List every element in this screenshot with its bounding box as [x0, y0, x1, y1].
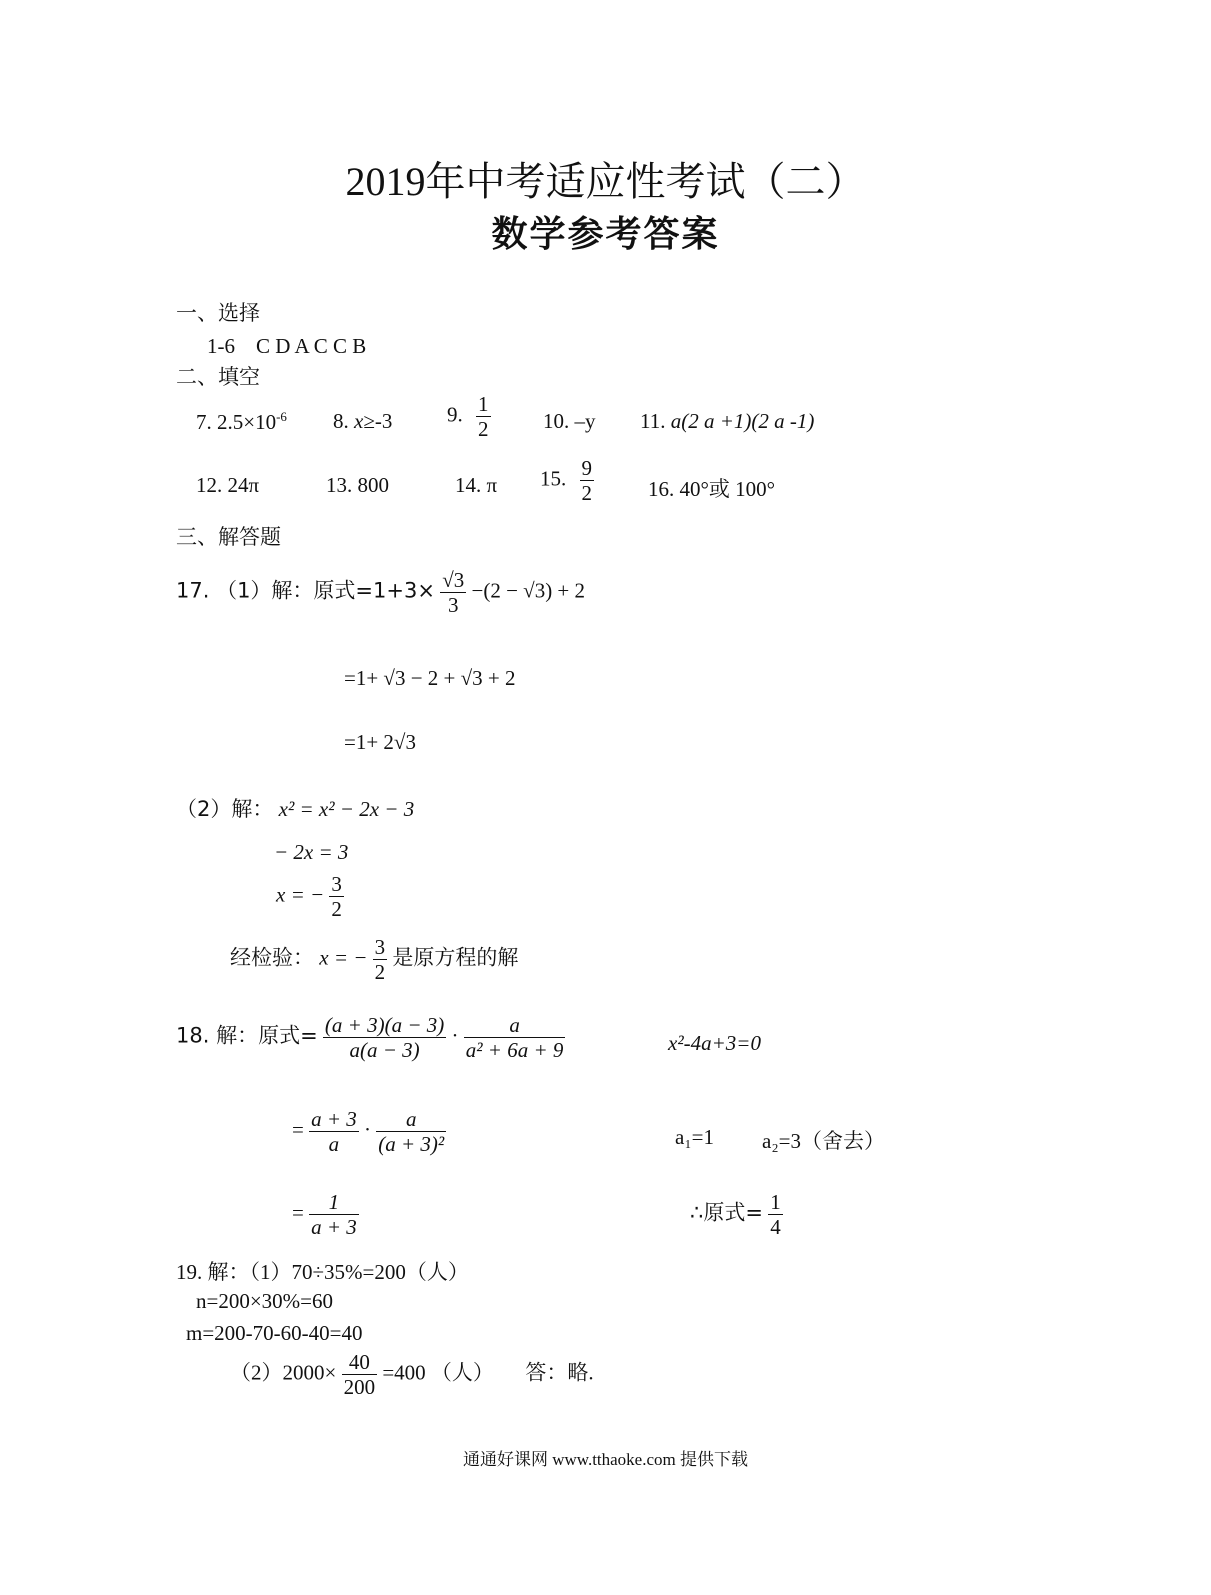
fraction-denominator: 4 — [770, 1215, 781, 1240]
q18-line1 — [176, 1013, 565, 1062]
fraction-numerator: √3 — [442, 568, 465, 592]
page-subtitle: 数学参考答案 — [491, 214, 720, 254]
page-footer: 通通好课网 www.tthaoke.com 提供下载 — [462, 1450, 749, 1469]
answer-9-number: 9. — [447, 402, 463, 427]
answer-10: 10. –y — [543, 409, 596, 433]
fraction-denominator: 200 — [343, 1375, 376, 1400]
q18-root2: a₂=3（舍去） — [762, 1129, 885, 1153]
q19-line4-pre: （2）2000× — [230, 1360, 337, 1385]
answer-13: 13. 800 — [326, 473, 389, 497]
fraction-numerator: 1 — [328, 1190, 340, 1214]
result-label: ∴原式= — [690, 1200, 763, 1225]
fraction-denominator: 3 — [440, 592, 466, 617]
multiply-dot: · — [364, 1117, 372, 1142]
q19-line4-post: =400 （人） 答：略. — [382, 1360, 594, 1385]
answer-9 — [447, 392, 491, 441]
answer-8 — [333, 409, 392, 434]
answer-8-var: x — [354, 409, 364, 433]
q18-fraction1 — [323, 1013, 446, 1062]
answer-15-fraction — [580, 456, 595, 505]
q17-part2-fraction — [329, 872, 344, 921]
answer-11-expression: a(2 a +1)(2 a -1) — [670, 409, 815, 433]
q18-line2 — [292, 1107, 446, 1156]
fraction-denominator: a + 3 — [311, 1215, 357, 1240]
equals-sign: = — [292, 1117, 304, 1142]
q19-line1: 19. 解：（1）70÷35%=200（人） — [176, 1260, 469, 1284]
q17-part2-line3 — [276, 872, 344, 921]
answer-15-number: 15. — [540, 466, 567, 491]
fraction-numerator: 3 — [331, 872, 342, 896]
answer-14: 14. π — [455, 473, 498, 497]
answer-7 — [196, 409, 287, 435]
q17-part2-lhs: x = − — [276, 882, 325, 907]
q19-line2: n=200×30%=60 — [196, 1289, 334, 1313]
answer-16: 16. 40°或 100° — [648, 477, 776, 501]
answer-7-base: 7. 2.5×10 — [196, 410, 277, 434]
section-heading-fill: 二、填空 — [176, 365, 260, 389]
fraction-denominator: a(a − 3) — [323, 1037, 446, 1062]
q17-label: 17. （1）解：原式=1+3× — [176, 578, 435, 603]
q17-part2-label: （2）解： — [176, 797, 274, 821]
check-fraction — [373, 935, 388, 984]
fraction-numerator: 9 — [581, 456, 592, 480]
q18-label: 18. 解：原式= — [176, 1023, 318, 1048]
answer-11-number: 11. — [640, 409, 666, 433]
result-fraction — [768, 1190, 783, 1239]
section-heading-choice: 一、选择 — [176, 301, 260, 325]
q18-result — [690, 1190, 783, 1239]
page-title: 2019年中考适应性考试（二） — [345, 159, 866, 204]
q17-check — [230, 935, 518, 984]
choice-answers: 1-6 C D A C C B — [207, 334, 367, 358]
fraction-numerator: (a + 3)(a − 3) — [324, 1013, 445, 1037]
answer-7-exponent: -6 — [276, 409, 287, 424]
fraction-numerator: a — [509, 1013, 520, 1037]
answer-9-fraction — [476, 392, 491, 441]
q19-line3: m=200-70-60-40=40 — [186, 1321, 363, 1345]
fraction-numerator: 1 — [478, 392, 489, 416]
fraction-numerator: a + 3 — [311, 1107, 357, 1131]
q18-fraction2 — [464, 1013, 566, 1062]
q17-rest: −(2 − √3) + 2 — [471, 578, 586, 603]
fraction-denominator: 2 — [581, 481, 592, 506]
fraction-denominator: a — [309, 1131, 359, 1156]
fraction-denominator: a² + 6a + 9 — [465, 1038, 564, 1063]
answer-11 — [640, 409, 814, 434]
q17-fraction — [440, 568, 466, 617]
q18-fraction5 — [309, 1190, 359, 1239]
answer-8-rest: ≥-3 — [363, 409, 393, 433]
q18-line3 — [292, 1190, 359, 1239]
q18-fraction3 — [309, 1107, 359, 1156]
answer-12: 12. 24π — [196, 473, 260, 497]
q18-side-eq: x²-4a+3=0 — [668, 1031, 761, 1055]
fraction-numerator: 3 — [374, 935, 386, 959]
q17-part1-line2: =1+ √3 − 2 + √3 + 2 — [344, 666, 516, 690]
q17-part1-line1 — [176, 568, 585, 617]
fraction-denominator: 2 — [374, 960, 386, 985]
answer-8-number: 8. — [333, 409, 349, 433]
q19-line4 — [230, 1350, 594, 1399]
fraction-denominator: (a + 3)² — [378, 1132, 445, 1157]
check-tail: 是原方程的解 — [392, 945, 519, 970]
answer-15 — [540, 456, 594, 505]
q19-fraction — [342, 1350, 378, 1399]
fraction-numerator: 40 — [348, 1350, 370, 1374]
fraction-numerator: 1 — [770, 1190, 781, 1214]
q17-part1-line3: =1+ 2√3 — [344, 730, 416, 754]
q18-root1: a₁=1 — [675, 1125, 714, 1149]
q17-part2-line1 — [176, 793, 414, 823]
q17-part2-eq1: x² = x² − 2x − 3 — [278, 797, 415, 821]
fraction-denominator: 2 — [331, 897, 342, 922]
check-lhs: x = − — [319, 945, 368, 970]
multiply-dot: · — [451, 1023, 459, 1048]
fraction-numerator: a — [405, 1107, 417, 1131]
fraction-denominator: 2 — [478, 417, 489, 442]
q17-part2-line2: − 2x = 3 — [274, 840, 349, 864]
section-heading-solve: 三、解答题 — [176, 525, 281, 549]
q18-fraction4 — [376, 1107, 446, 1156]
equals-sign: = — [292, 1200, 304, 1225]
check-label: 经检验： — [230, 945, 314, 970]
